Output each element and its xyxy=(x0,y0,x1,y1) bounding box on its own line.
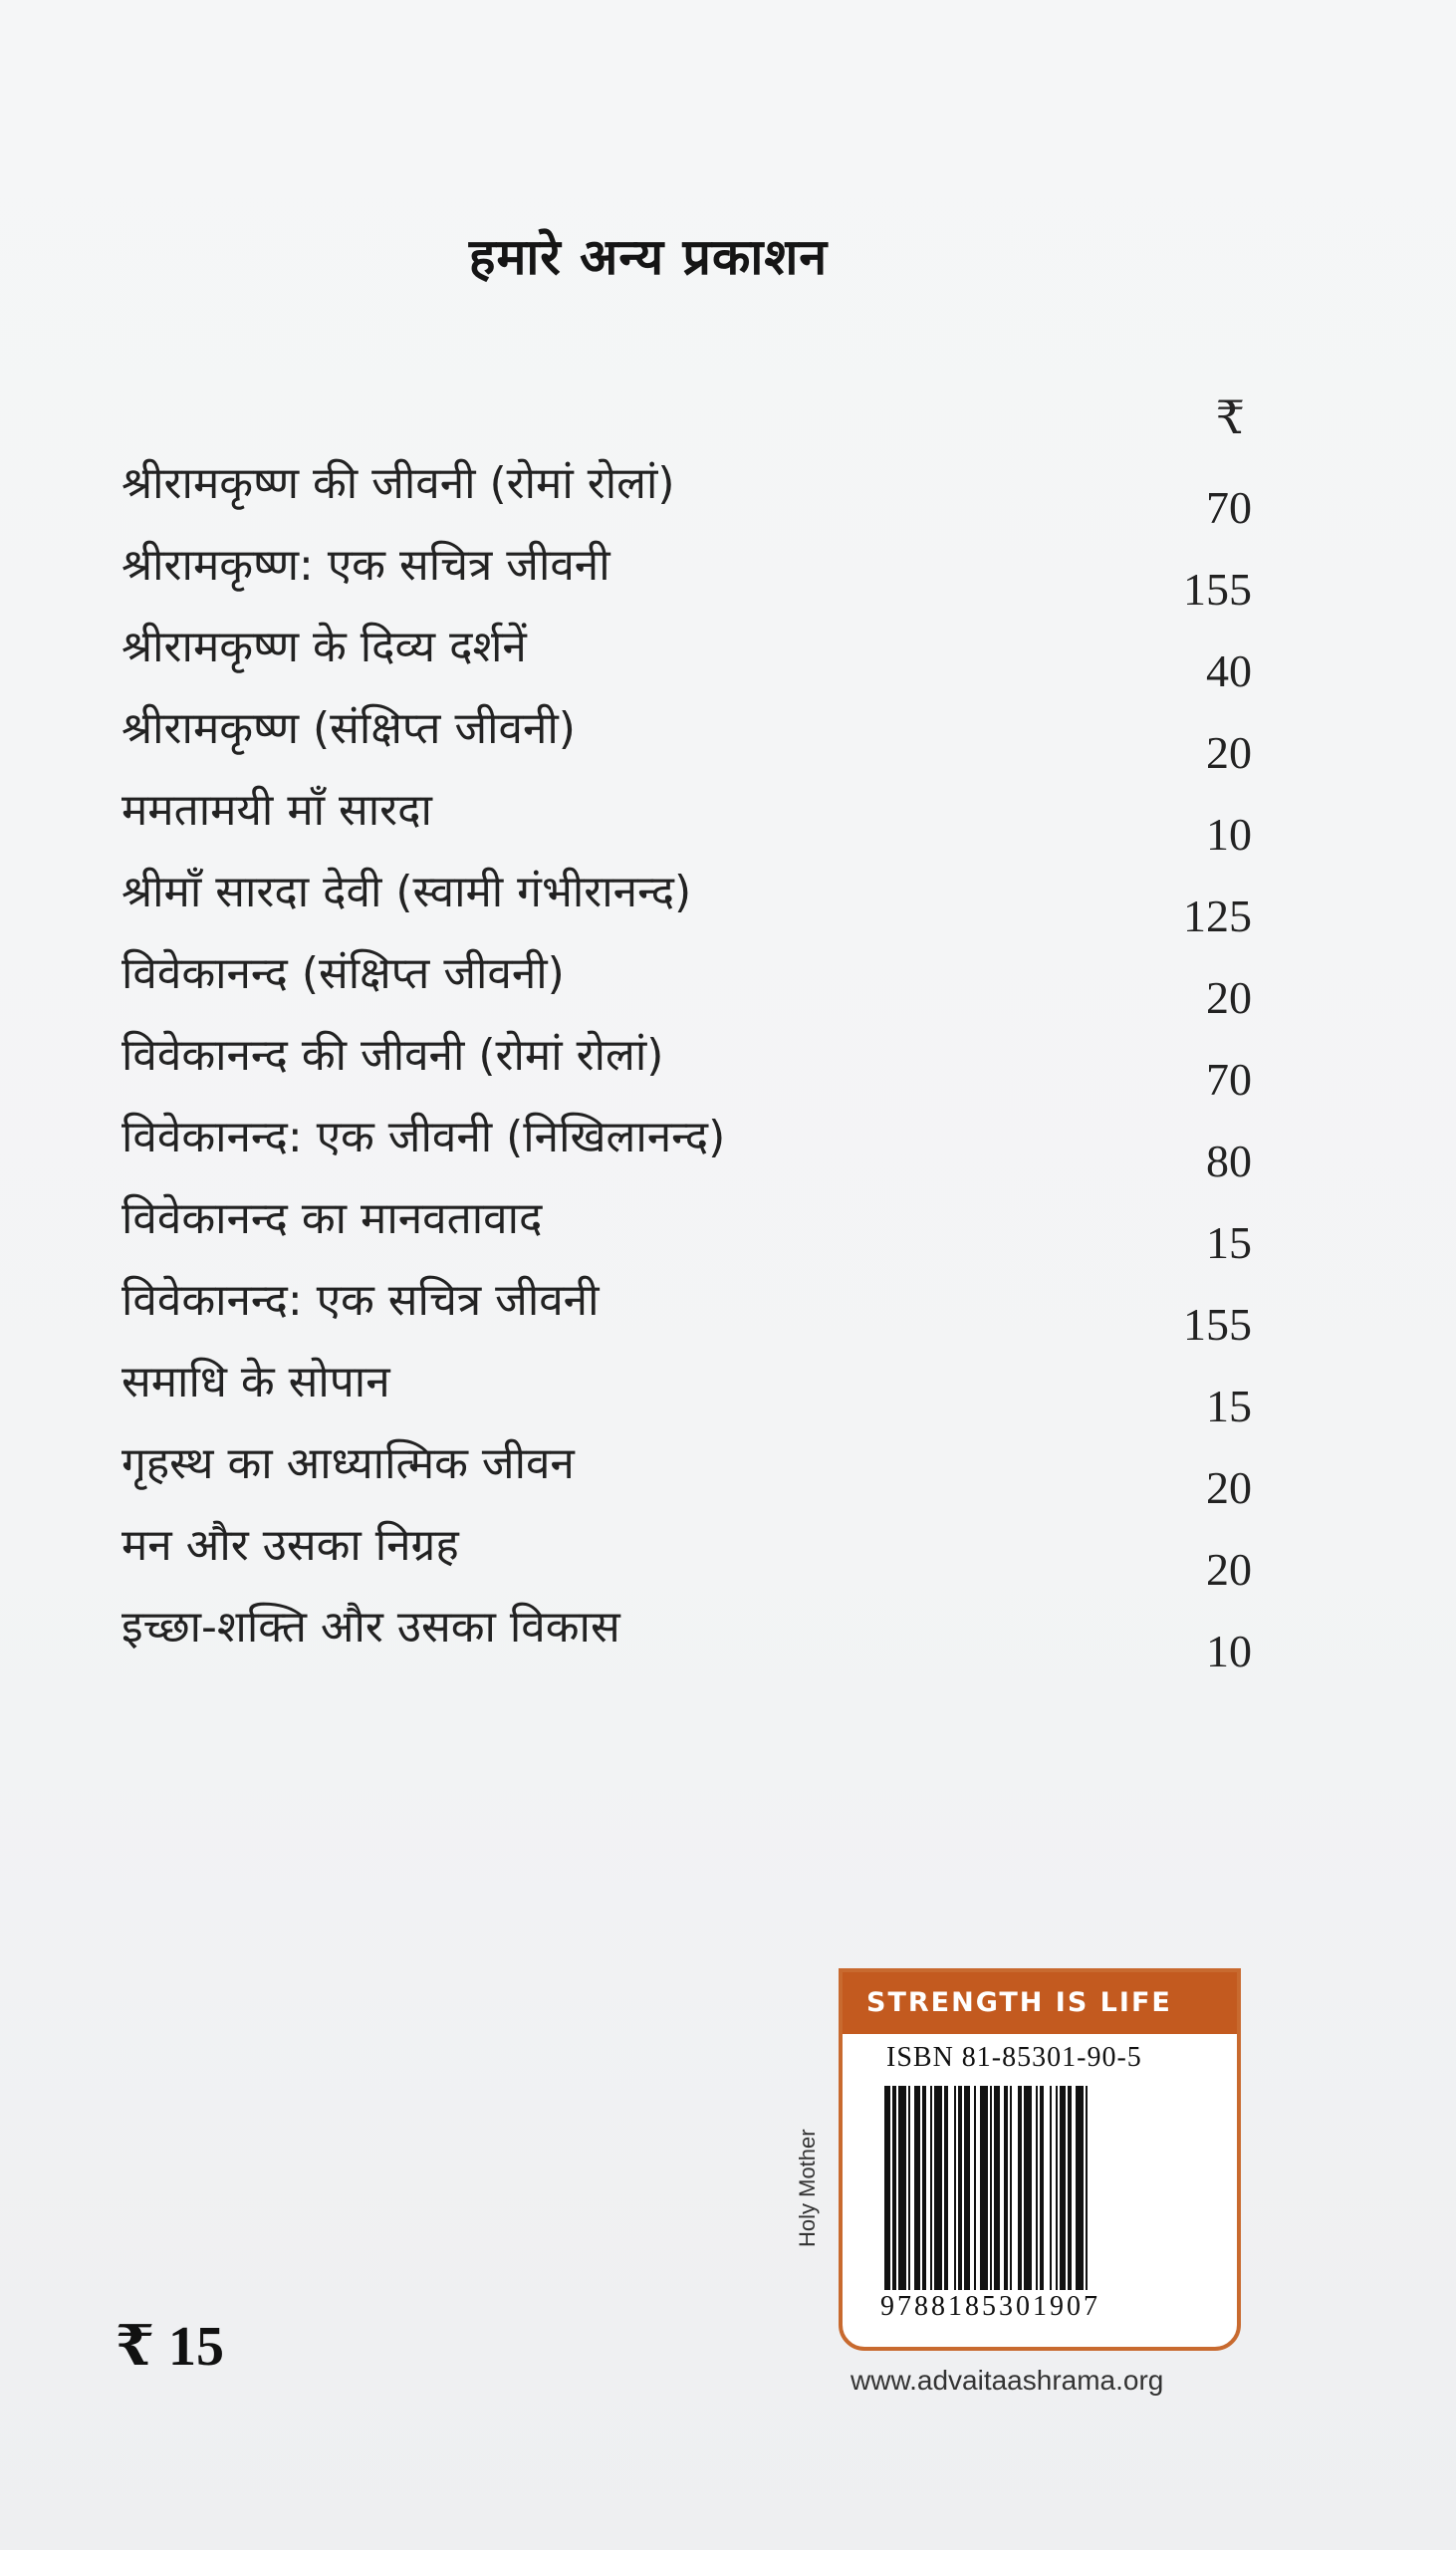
book-price: 125 xyxy=(1183,891,1252,941)
book-price: 10 xyxy=(1206,809,1252,860)
barcode-bar xyxy=(892,2086,896,2290)
book-price: 70 xyxy=(1206,1054,1252,1105)
list-item xyxy=(121,1271,1252,1353)
book-price: 20 xyxy=(1206,727,1252,778)
barcode-bar xyxy=(1060,2086,1066,2290)
barcode-bar xyxy=(1018,2086,1022,2290)
price-column-currency-symbol: ₹ xyxy=(1215,390,1245,444)
book-price: 80 xyxy=(1206,1136,1252,1186)
list-item xyxy=(121,1189,1252,1271)
book-price: 155 xyxy=(1183,1299,1252,1350)
book-title: श्रीरामकृष्ण की जीवनी (रोमां रोलां) xyxy=(121,458,675,509)
barcode-panel xyxy=(839,1968,1241,2351)
isbn-number: ISBN 81-85301-90-5 xyxy=(886,2042,1142,2073)
barcode-bar xyxy=(898,2086,906,2290)
book-title: श्रीरामकृष्ण: एक सचित्र जीवनी xyxy=(121,540,610,591)
book-price: 155 xyxy=(1183,564,1252,615)
barcode-bar xyxy=(1076,2086,1084,2290)
book-title: गृहस्थ का आध्यात्मिक जीवन xyxy=(121,1438,575,1489)
barcode-bar xyxy=(884,2086,890,2290)
book-title: विवेकानन्द (संक्षिप्त जीवनी) xyxy=(121,948,565,999)
list-item xyxy=(121,1516,1252,1598)
list-item xyxy=(121,454,1252,536)
page-title xyxy=(0,221,1456,289)
barcode-digits: 9788185301907 xyxy=(880,2291,1100,2322)
barcode-bar xyxy=(980,2086,988,2290)
barcode-bar xyxy=(1068,2086,1072,2290)
page-title-text: हमारे अन्य प्रकाशन xyxy=(468,228,829,286)
book-price: 15 xyxy=(1206,1381,1252,1431)
book-title: इच्छा-शक्ति और उसका विकास xyxy=(121,1602,620,1653)
book-price: 70 xyxy=(1206,482,1252,533)
barcode-bar xyxy=(1010,2086,1012,2290)
list-item xyxy=(121,1353,1252,1434)
list-item xyxy=(121,536,1252,618)
list-item xyxy=(121,1108,1252,1189)
book-title: विवेकानन्द: एक सचित्र जीवनी xyxy=(121,1275,600,1326)
publication-list xyxy=(121,454,1252,1679)
book-title: विवेकानन्द की जीवनी (रोमां रोलां) xyxy=(121,1030,664,1081)
barcode-bar xyxy=(930,2086,932,2290)
barcode-bar xyxy=(1050,2086,1052,2290)
list-item xyxy=(121,863,1252,944)
barcode-bar xyxy=(908,2086,910,2290)
list-item xyxy=(121,1026,1252,1108)
barcode-bar xyxy=(954,2086,956,2290)
barcode-icon xyxy=(884,2086,1203,2295)
barcode-bar xyxy=(994,2086,1000,2290)
book-title: विवेकानन्द: एक जीवनी (निखिलानन्द) xyxy=(121,1112,726,1162)
list-item xyxy=(121,1598,1252,1679)
list-item xyxy=(121,618,1252,699)
barcode-bar xyxy=(1036,2086,1038,2290)
publisher-website: www.advaitaashrama.org xyxy=(850,2365,1164,2396)
book-price: 20 xyxy=(1206,1544,1252,1595)
book-price: 40 xyxy=(1206,645,1252,696)
book-price: 20 xyxy=(1206,1462,1252,1513)
book-title: श्रीमाँ सारदा देवी (स्वामी गंभीरानन्द) xyxy=(121,867,692,917)
book-title: श्रीरामकृष्ण (संक्षिप्त जीवनी) xyxy=(121,703,576,754)
barcode-bar xyxy=(990,2086,992,2290)
barcode-banner: STRENGTH IS LIFE xyxy=(843,1972,1237,2034)
barcode-bar xyxy=(1024,2086,1032,2290)
book-title: ममतामयी माँ सारदा xyxy=(121,785,432,836)
cover-price: ₹ 15 xyxy=(116,2316,224,2378)
book-title: समाधि के सोपान xyxy=(121,1357,390,1407)
barcode-bar xyxy=(1040,2086,1044,2290)
book-price: 10 xyxy=(1206,1626,1252,1676)
barcode-bar xyxy=(958,2086,962,2290)
book-price: 20 xyxy=(1206,972,1252,1023)
barcode-bar xyxy=(944,2086,948,2290)
barcode-bar xyxy=(1086,2086,1088,2290)
barcode-bar xyxy=(964,2086,970,2290)
book-title: श्रीरामकृष्ण के दिव्य दर्शनें xyxy=(121,622,527,672)
list-item xyxy=(121,781,1252,863)
barcode-bar xyxy=(922,2086,926,2290)
barcode-bar xyxy=(1056,2086,1058,2290)
book-title: मन और उसका निग्रह xyxy=(121,1520,459,1571)
barcode-bar xyxy=(974,2086,976,2290)
list-item xyxy=(121,944,1252,1026)
book-price: 15 xyxy=(1206,1217,1252,1268)
barcode-bar xyxy=(1004,2086,1008,2290)
book-series-label: Holy Mother xyxy=(795,2129,820,2247)
book-title: विवेकानन्द का मानवतावाद xyxy=(121,1193,543,1244)
barcode-bar xyxy=(914,2086,920,2290)
list-item xyxy=(121,699,1252,781)
barcode-bar xyxy=(934,2086,942,2290)
list-item xyxy=(121,1434,1252,1516)
